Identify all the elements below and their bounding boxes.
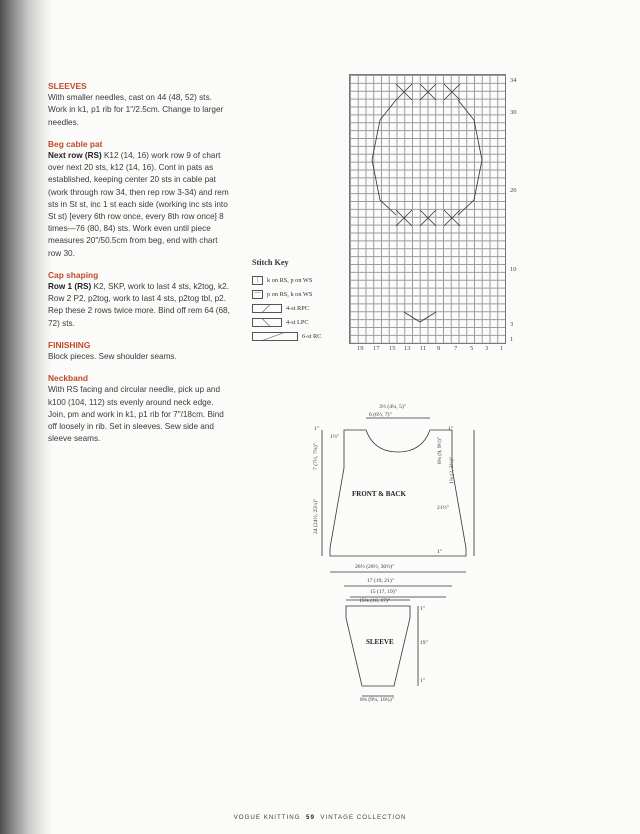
finishing-text: Block pieces. Sew shoulder seams. — [48, 352, 177, 362]
dim-sleeve-1b: 1" — [420, 678, 426, 684]
sleeves-heading: SLEEVES — [48, 81, 87, 91]
dim-bust: 17 (19, 21)" — [367, 578, 394, 584]
purl-symbol-icon: — — [252, 290, 263, 299]
sleeve-schematic — [346, 600, 418, 696]
key-item: 6-st RC — [252, 329, 321, 343]
page-footer — [0, 814, 640, 821]
cable-heading: Beg cable pat — [48, 138, 103, 149]
cap-body: K2, SKP, work to last 4 sts, k2tog, k2. Row 2 P2, p2tog, work to last 4 sts, p2tog tbl, p2. Rep these 2 rows twice more. Bind off rem 64 (68, 72) sts. — [48, 282, 230, 328]
dim-sleeve-length: 19" — [420, 640, 428, 646]
chart-col-label: 15 — [389, 345, 396, 352]
chart-col-label: 3 — [485, 345, 489, 352]
dim-sleeve-top: 15¾ (16, 17)" — [359, 598, 391, 604]
dim-neck-width: 6 (6½, 7)" — [369, 412, 392, 418]
front-back-schematic — [322, 418, 474, 597]
chart-col-label: 7 — [454, 345, 458, 352]
stitch-key — [252, 258, 321, 343]
chart-col-label: 19 — [357, 345, 364, 352]
chart-row-label: 10 — [510, 266, 517, 273]
dim-left-1half: 1½" — [330, 434, 340, 440]
chart-col-label: 11 — [420, 345, 427, 352]
dim-neck-drop: 1¾ (2, 2¼)" — [449, 457, 455, 484]
chart-row-label: 20 — [510, 187, 517, 194]
dim-shoulder-drop: 8¾ (9, 9½)" — [437, 437, 443, 464]
key-item: — p on RS, k on WS — [252, 287, 321, 301]
key-item: 4-st LPC — [252, 315, 321, 329]
cable-lead: Next row (RS) — [48, 151, 102, 161]
chart-col-label: 1 — [500, 345, 504, 352]
dim-left-1: 1" — [314, 426, 320, 432]
chart-row-label: 30 — [510, 109, 517, 116]
stitch-key-title: Stitch Key — [252, 258, 289, 267]
cable-body: K12 (14, 16) work row 9 of chart over next 20 sts, k12 (14, 16). Cont in pats as established, keeping center 20 sts in cable pat (work through row 34, then rep row 3-34) and rem sts in St st, inc 1 st each side (working inc sts into St st) [every 6th row once, every 8th row once] 8 times—76 (80, 84) sts. Work even until piece measures 20"/50.5cm from beg, end with chart row 30. — [48, 151, 229, 258]
sleeves-text: With smaller needles, cast on 44 (48, 52) sts. Work in k1, p1 rib for 1"/2.5cm. Change to larger needles. — [48, 93, 224, 127]
dim-armhole: 7 (7½, 7¾)" — [313, 443, 319, 470]
dim-total-length: 24 (24½, 25¼)" — [313, 498, 319, 534]
neckband-heading: Neckband — [48, 373, 89, 384]
chart-col-label: 13 — [404, 345, 411, 352]
dim-right-1: 1" — [448, 426, 454, 432]
page-number: 59 — [306, 814, 315, 821]
dim-sleeve-1: 1" — [420, 606, 426, 612]
finishing-heading: FINISHING — [48, 339, 91, 350]
chart-row-label: 1 — [510, 336, 514, 343]
dim-body: 21½" — [437, 505, 450, 511]
dim-neck-top: 3½ (4¼, 5)" — [379, 404, 406, 410]
chart-col-label: 17 — [373, 345, 380, 352]
chart-col-label: 9 — [437, 345, 441, 352]
dim-hem: 15 (17, 19)" — [370, 589, 397, 595]
chart-row-label: 3 — [510, 321, 514, 328]
footer-right: VINTAGE COLLECTION — [320, 814, 407, 821]
rc-cable-icon — [252, 332, 298, 341]
key-item: | k on RS, p on WS — [252, 273, 321, 287]
chart-row-label: 34 — [510, 77, 517, 84]
dim-bottom-width: 26½ (28½, 30½)" — [355, 564, 395, 570]
front-back-label: FRONT & BACK — [352, 490, 406, 498]
footer-left: VOGUE KNITTING — [233, 814, 301, 821]
dim-cuff: 8¾ (9¼, 10¼)" — [360, 697, 394, 703]
dim-bottom-1: 1" — [437, 549, 443, 555]
neckband-text: With RS facing and circular needle, pick up and k100 (104, 112) sts evenly around neck edge. Join, pm and work in k1, p1 rib for 7"/18cm. Bind off loosely in rib. Set in sleeves. Sew side and sleeve seams. — [48, 385, 224, 444]
knit-symbol-icon: | — [252, 276, 263, 285]
key-item: 4-st RPC — [252, 301, 321, 315]
cap-lead: Row 1 (RS) — [48, 282, 92, 292]
cap-heading: Cap shaping — [48, 269, 99, 280]
lpc-cable-icon — [252, 318, 282, 327]
sleeve-label: SLEEVE — [366, 638, 394, 646]
rpc-cable-icon — [252, 304, 282, 313]
chart-col-label: 5 — [470, 345, 474, 352]
